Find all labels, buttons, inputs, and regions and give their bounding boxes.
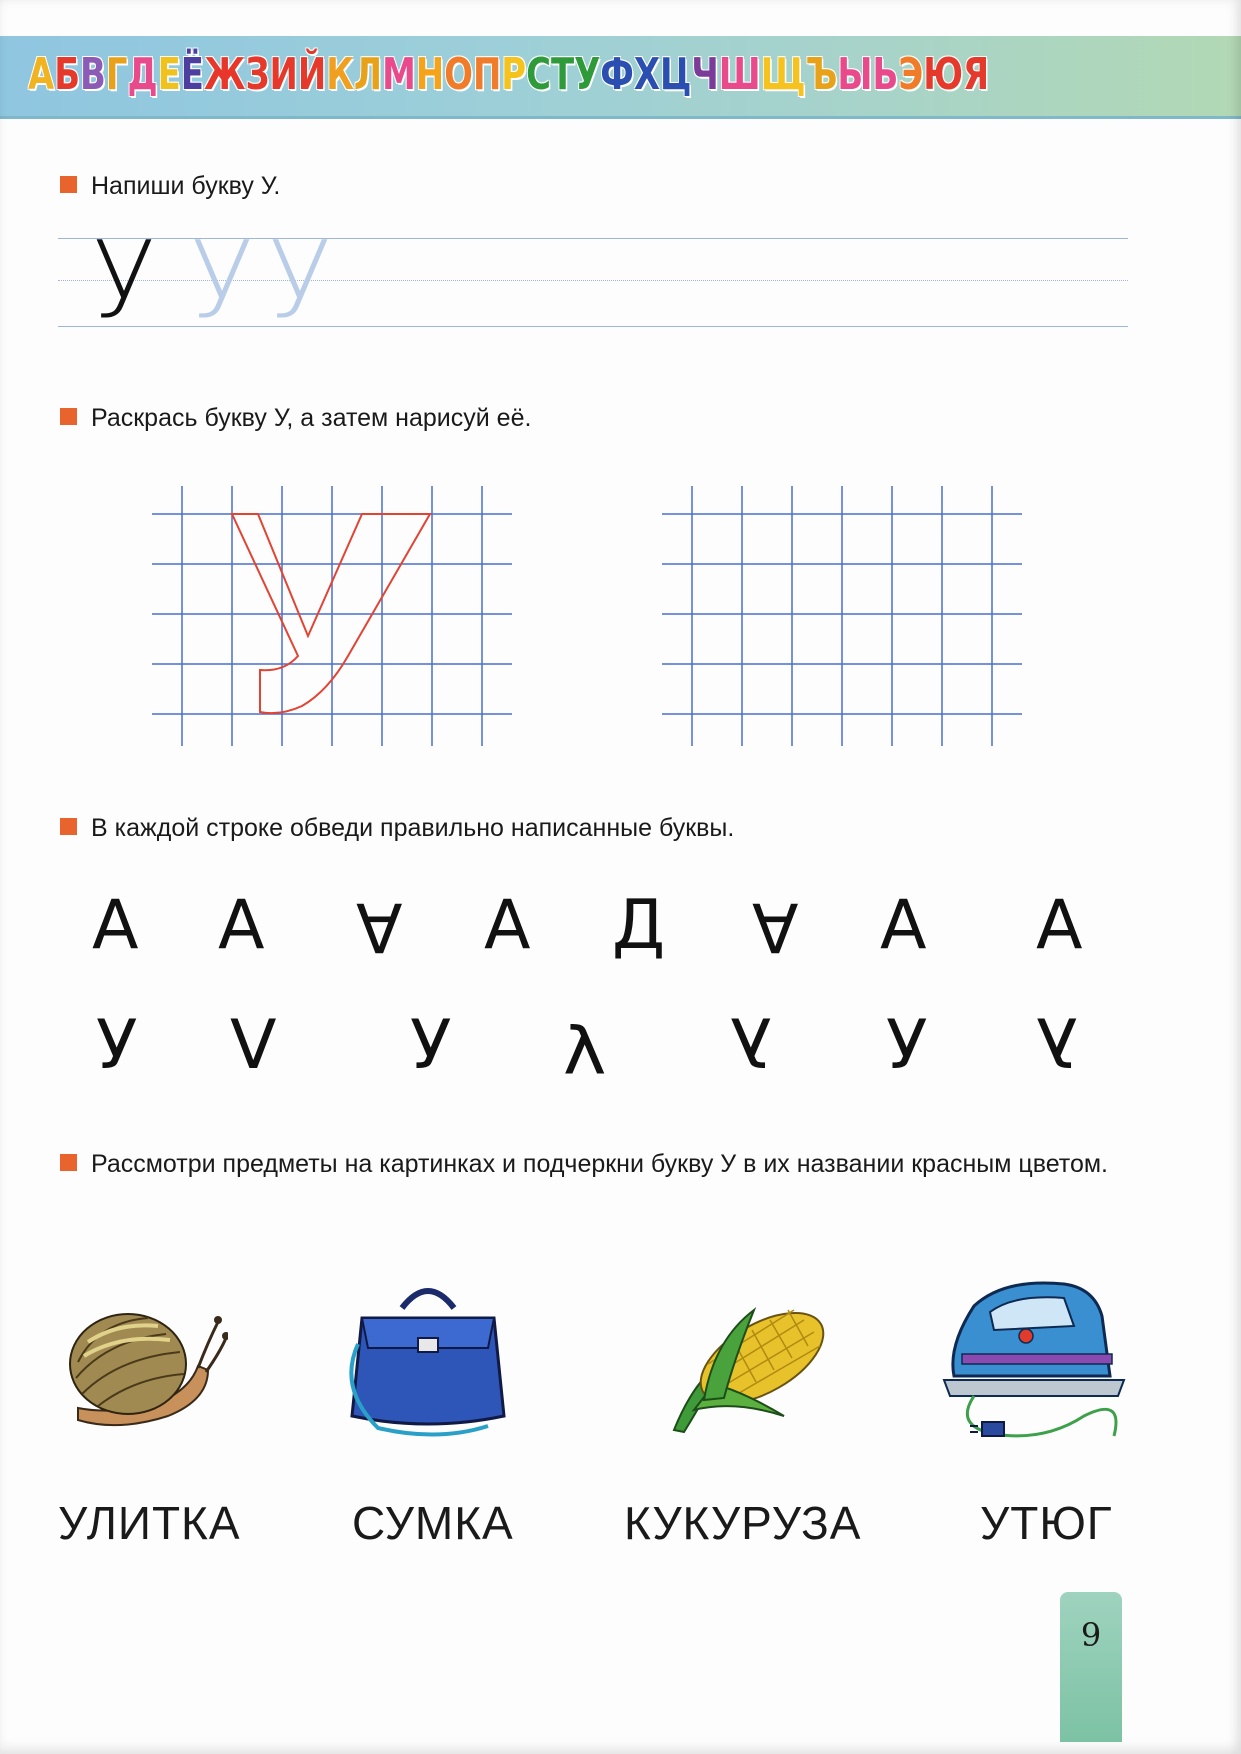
alphabet-letter: Ю [923,49,964,100]
letter-a-variant[interactable]: A [1036,886,1083,965]
alphabet-letter: К [326,49,354,100]
alphabet-letter: Д [127,49,158,100]
alphabet-letter: Щ [760,49,806,100]
alphabet-letter: У [574,49,601,100]
letter-u[interactable]: У [96,1006,138,1085]
task-circle-correct [60,812,734,844]
grid-right-svg [662,486,1022,746]
task-underline [60,1148,1140,1180]
letter-d[interactable]: Д [612,886,666,965]
alphabet-letter: Ф [600,49,634,100]
grid-with-letter [152,486,512,746]
letter-u[interactable]: У [410,1006,452,1085]
word-utyug: УТЮГ [980,1497,1113,1549]
alphabet-letter: Я [963,49,990,100]
alphabet-letter: О [444,49,473,100]
task-bullet [60,408,77,425]
empty-grid[interactable] [662,486,1022,746]
letter-u-mirrored[interactable]: У [730,1006,772,1085]
alphabet-letter: Б [54,49,81,100]
task-text: Раскрась букву У, а затем нарисуй её. [91,404,532,432]
bag-icon [338,1278,518,1443]
letter-a[interactable]: A [484,886,531,965]
alphabet-letter: Г [105,49,128,100]
alphabet-letter: Х [633,49,660,100]
alphabet-letter: Ч [691,49,719,100]
letter-u-flipped[interactable]: У [564,1007,606,1086]
word-ulitka: УЛИТКА [58,1497,241,1549]
task-text: В каждой строке обведи правильно написанные буквы. [91,814,735,842]
page-number: 9 [1080,1616,1102,1654]
trace-letter: У [268,219,332,341]
letter-u-mirrored[interactable]: У [1036,1006,1078,1085]
iron-icon [934,1276,1134,1461]
alphabet-letter: З [245,49,270,100]
task-color-letter [60,402,531,434]
letter-a-flipped[interactable]: A [752,887,799,966]
page-number-tab [1060,1592,1122,1742]
letter-u[interactable]: У [886,1006,928,1085]
alphabet-letter: Ъ [805,49,838,100]
alphabet-letter: Ы [837,49,873,100]
task-bullet [60,176,77,193]
alphabet-letter: Е [157,49,181,100]
trace-letter: У [190,219,254,341]
letter-a-flipped[interactable]: A [356,887,403,966]
alphabet-letter: П [472,49,502,100]
alphabet-letter: Р [501,49,527,100]
word-kukuruza: КУКУРУЗА [624,1497,862,1549]
letter-a[interactable]: A [880,886,927,965]
sample-letter: У [92,219,156,341]
task-bullet [60,818,77,835]
alphabet-letter: А [28,49,55,100]
alphabet-letter: Ь [872,49,899,100]
alphabet-letter: В [80,49,106,100]
alphabet-letter: Т [551,49,575,100]
word-sumka: СУМКА [352,1497,514,1549]
task-write-letter [60,170,280,202]
alphabet-letter: Ж [203,49,246,100]
alphabet-letter: С [526,49,552,100]
corn-icon [664,1280,834,1445]
alphabet-letter: Ё [180,49,204,100]
letter-a-mirrored[interactable]: A [218,886,265,965]
letter-a[interactable]: A [92,886,139,965]
task-bullet [60,1154,77,1171]
alphabet-letter: Ц [659,49,692,100]
alphabet-letter: Ш [718,49,761,100]
alphabet-letters [28,40,989,110]
alphabet-letter: Й [297,49,327,100]
alphabet-letter: Л [353,49,383,100]
alphabet-letter: Э [898,49,924,100]
letter-v[interactable]: V [230,1006,277,1085]
snail-icon [58,1282,228,1437]
alphabet-letter: М [382,49,416,100]
alphabet-letter: Н [415,49,445,100]
task-text: Напиши букву У. [91,172,281,200]
grid-left-svg [152,486,512,746]
alphabet-letter: И [269,49,298,100]
task-text: Рассмотри предметы на картинках и подчеркни букву У в их названии красным цветом. [91,1150,1108,1178]
